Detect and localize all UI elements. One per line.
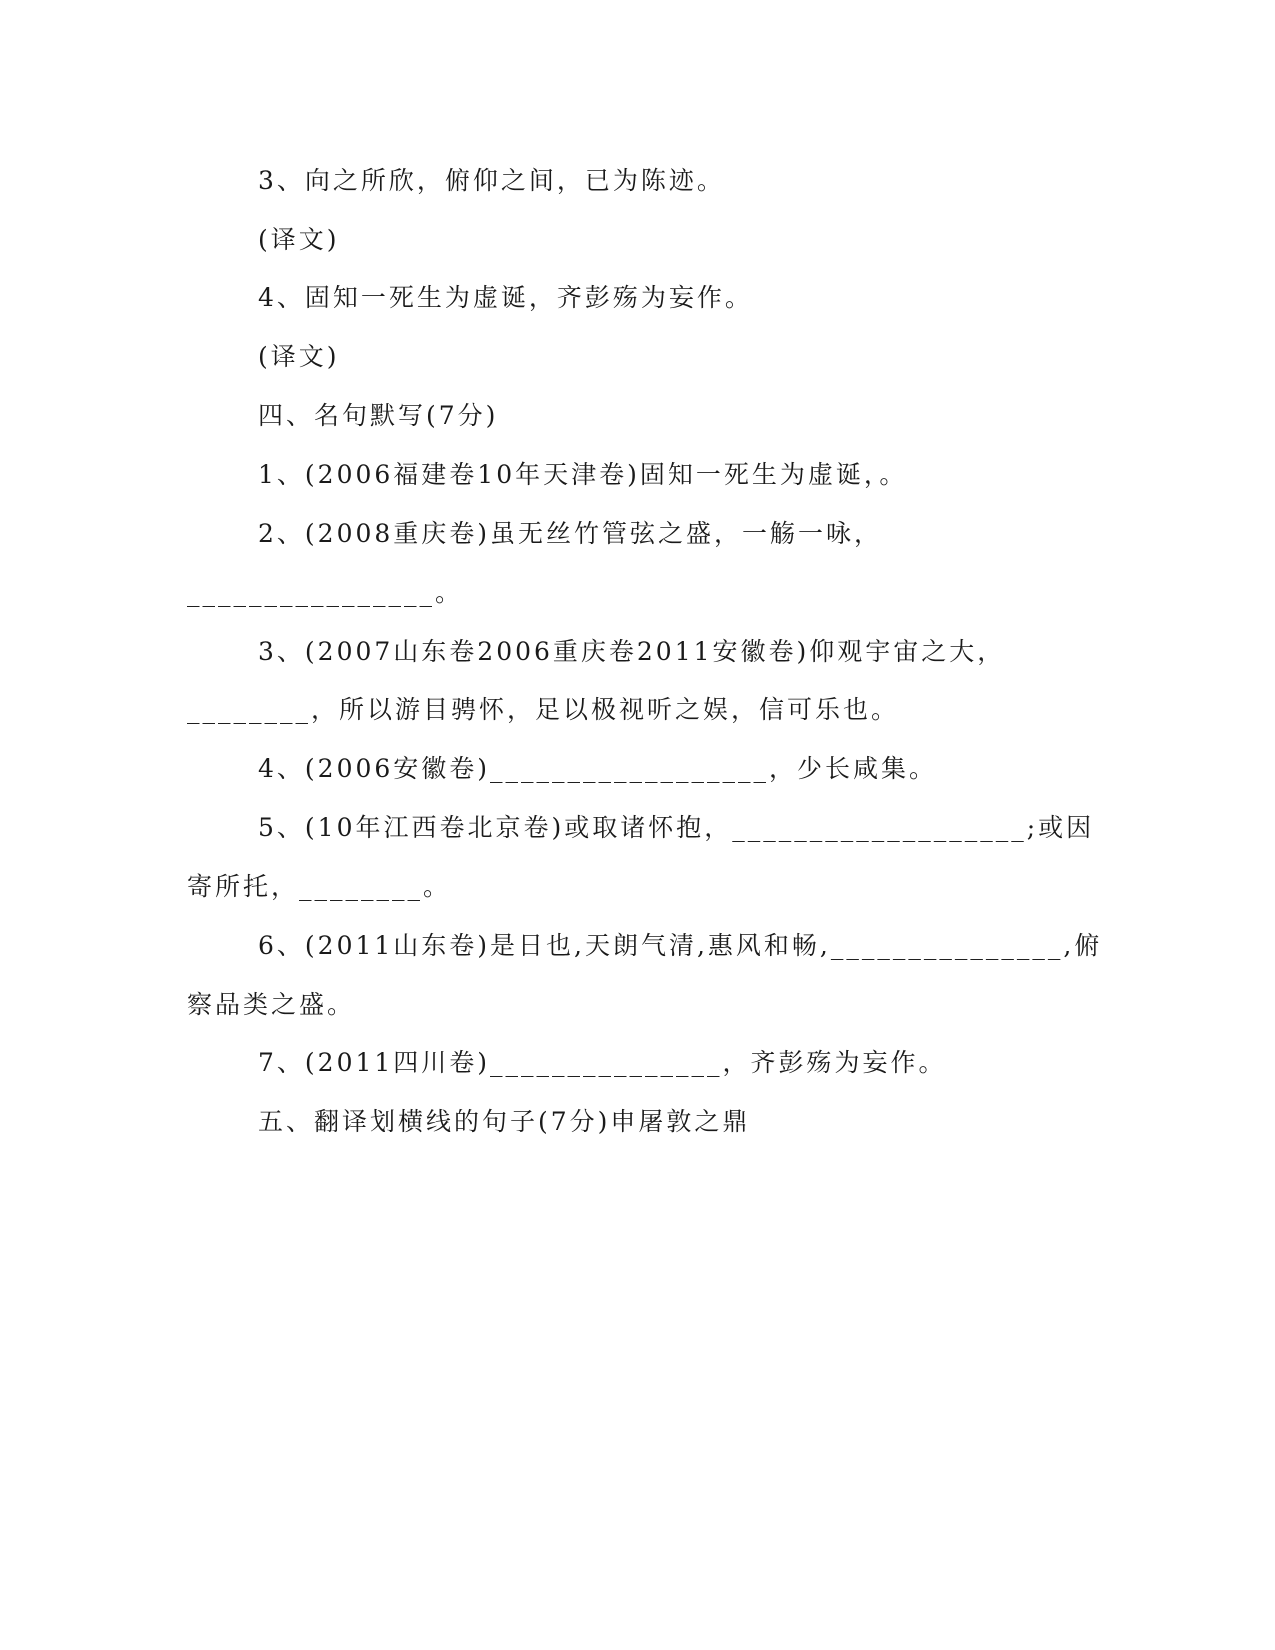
question-3-text: 3、向之所欣，俯仰之间，已为陈迹。: [258, 166, 725, 195]
section-5-heading: 五、翻译划横线的句子(7分)申屠敦之鼎: [258, 1107, 751, 1136]
dictation-item-4: 4、(2006安徽卷)__________________，少长咸集。: [258, 754, 938, 783]
translation-label-3: (译文): [258, 225, 340, 254]
dictation-item-1: 1、(2006福建卷10年天津卷)固知一死生为虚诞，。: [258, 460, 908, 489]
dictation-item-2: 2、(2008重庆卷)虽无丝竹管弦之盛，一觞一咏，: [258, 519, 883, 548]
dictation-item-3: 3、(2007山东卷2006重庆卷2011安徽卷)仰观宇宙之大，: [258, 637, 1006, 666]
dictation-item-7: 7、(2011四川卷)_______________，齐彭殇为妄作。: [258, 1048, 947, 1077]
dictation-item-6-cont: 察品类之盛。: [187, 990, 356, 1019]
dictation-item-2-blank: ________________。: [187, 578, 464, 607]
translation-label-4: (译文): [258, 342, 340, 371]
question-4-text: 4、固知一死生为虚诞，齐彭殇为妄作。: [258, 283, 753, 312]
dictation-item-6: 6、(2011山东卷)是日也,天朗气清,惠风和畅,_______________,俯: [258, 931, 1103, 960]
section-4-heading: 四、名句默写(7分): [258, 401, 499, 430]
dictation-item-5: 5、(10年江西卷北京卷)或取诸怀抱，___________________;或因: [258, 813, 1095, 842]
dictation-item-3-cont: ________，所以游目骋怀，足以极视听之娱，信可乐也。: [187, 695, 900, 724]
dictation-item-5-cont: 寄所托，________。: [187, 872, 452, 901]
